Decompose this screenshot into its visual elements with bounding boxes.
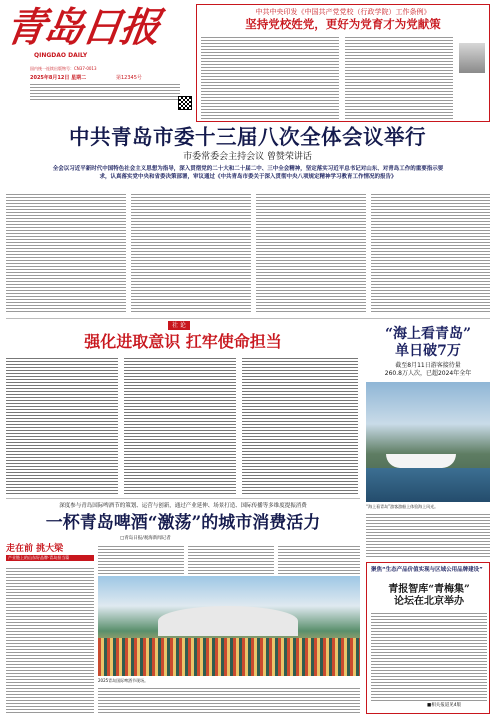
beer-byline: □青岛日报/观海新闻记者 [120, 536, 171, 541]
main-headline: 中共青岛市委十三届八次全体会议举行 [69, 125, 426, 149]
tourism-sub-1: 截至8月11日游客接待量 [395, 362, 461, 369]
masthead [2, 4, 186, 108]
tourism-photo-sea [366, 468, 490, 502]
main-article-col1 [6, 192, 126, 314]
qr-code [178, 96, 192, 110]
masthead-cn-line: 国内统一连续出版物号：CN37-0013 [30, 66, 97, 71]
main-article-col2 [131, 192, 251, 314]
masthead-fine-print [30, 82, 180, 100]
main-subhead: 市委常委会主持会议 曾赞荣讲话 [183, 152, 312, 162]
editorial-tag: 社 论 [168, 321, 190, 330]
beer-body-col2 [98, 544, 184, 574]
editorial-body-col3 [242, 356, 358, 494]
forum-box [366, 562, 490, 714]
top-banner-title: 坚持党校姓党，更好为党育才为党献策 [245, 17, 441, 31]
beer-photo [98, 576, 360, 676]
beer-section-title: 走在前 挑大梁 [6, 544, 64, 554]
main-article-col3 [256, 192, 366, 314]
tourism-photo [366, 382, 490, 502]
editorial-title: 强化进取意识 扛牢使命担当 [84, 332, 282, 351]
forum-title-2: 论坛在北京举办 [394, 596, 464, 607]
forum-kicker: 聚焦“生态产品价值实现与区域公用品牌建设” [371, 567, 483, 573]
main-deck: 全会以习近平新时代中国特色社会主义思想为指导，深入贯彻党的二十大和二十届二中、三中全会精神，坚定落实习近平总书记对山东、对青岛工作的重要指示要求，认真落实党中央和省委决策部署，审议通过《中共青岛市委关于深入贯彻中央八项规定精神学习教育工作情况的报告》 [52, 166, 444, 180]
beer-body-col3 [188, 544, 274, 574]
masthead-roman: QINGDAO DAILY [34, 52, 88, 59]
forum-title-1: 青报智库“青梅集” [388, 584, 470, 595]
section-divider [6, 318, 490, 319]
section-divider-2 [6, 498, 360, 499]
tourism-caption: “海上看青岛”游客游船上体验海上风光。 [366, 504, 439, 509]
beer-section-sub: 产业链上的山东好品牌·青岛担当篇 [6, 555, 94, 561]
top-banner-body-right [345, 35, 453, 119]
top-banner-body-left [201, 35, 339, 119]
tourism-title-1: “海上看青岛” [384, 326, 472, 342]
top-banner-kicker: 中共中央印发《中国共产党党校（行政学院）工作条例》 [255, 8, 431, 16]
beer-body-bottom [98, 686, 360, 714]
tourism-sub-2: 260.8万人次，已超2024年全年 [384, 370, 472, 377]
beer-body-col1 [6, 566, 94, 714]
beer-body-col4 [278, 544, 360, 574]
top-banner-portrait [459, 43, 485, 73]
masthead-logo: 青岛日报 [2, 4, 162, 51]
editorial-body-col2 [124, 356, 236, 494]
top-banner [196, 4, 490, 122]
tourism-title-2: 单日破7万 [395, 343, 461, 359]
masthead-date: 2025年8月12日 星期二 [30, 75, 87, 81]
forum-body [371, 611, 487, 701]
main-article-col4 [371, 192, 490, 314]
editorial-body-col1 [6, 356, 118, 494]
beer-kicker: 深度参与青岛国际啤酒节的策划、运营与创新，通过产业延伸、场景打造、国际传播等多维度提振消费 [59, 503, 307, 509]
tourism-photo-boat [386, 454, 456, 468]
tourism-body [366, 512, 490, 558]
masthead-issue: 第12345号 [116, 75, 142, 81]
forum-footer: ■相关报道见4版 [427, 703, 462, 708]
beer-section-badge [6, 544, 94, 562]
beer-caption: 2025青岛国际啤酒节现场。 [98, 678, 149, 683]
beer-title: 一杯青岛啤酒“激荡”的城市消费活力 [45, 513, 321, 533]
beer-photo-tent [158, 606, 298, 636]
beer-photo-crowd [98, 638, 360, 676]
